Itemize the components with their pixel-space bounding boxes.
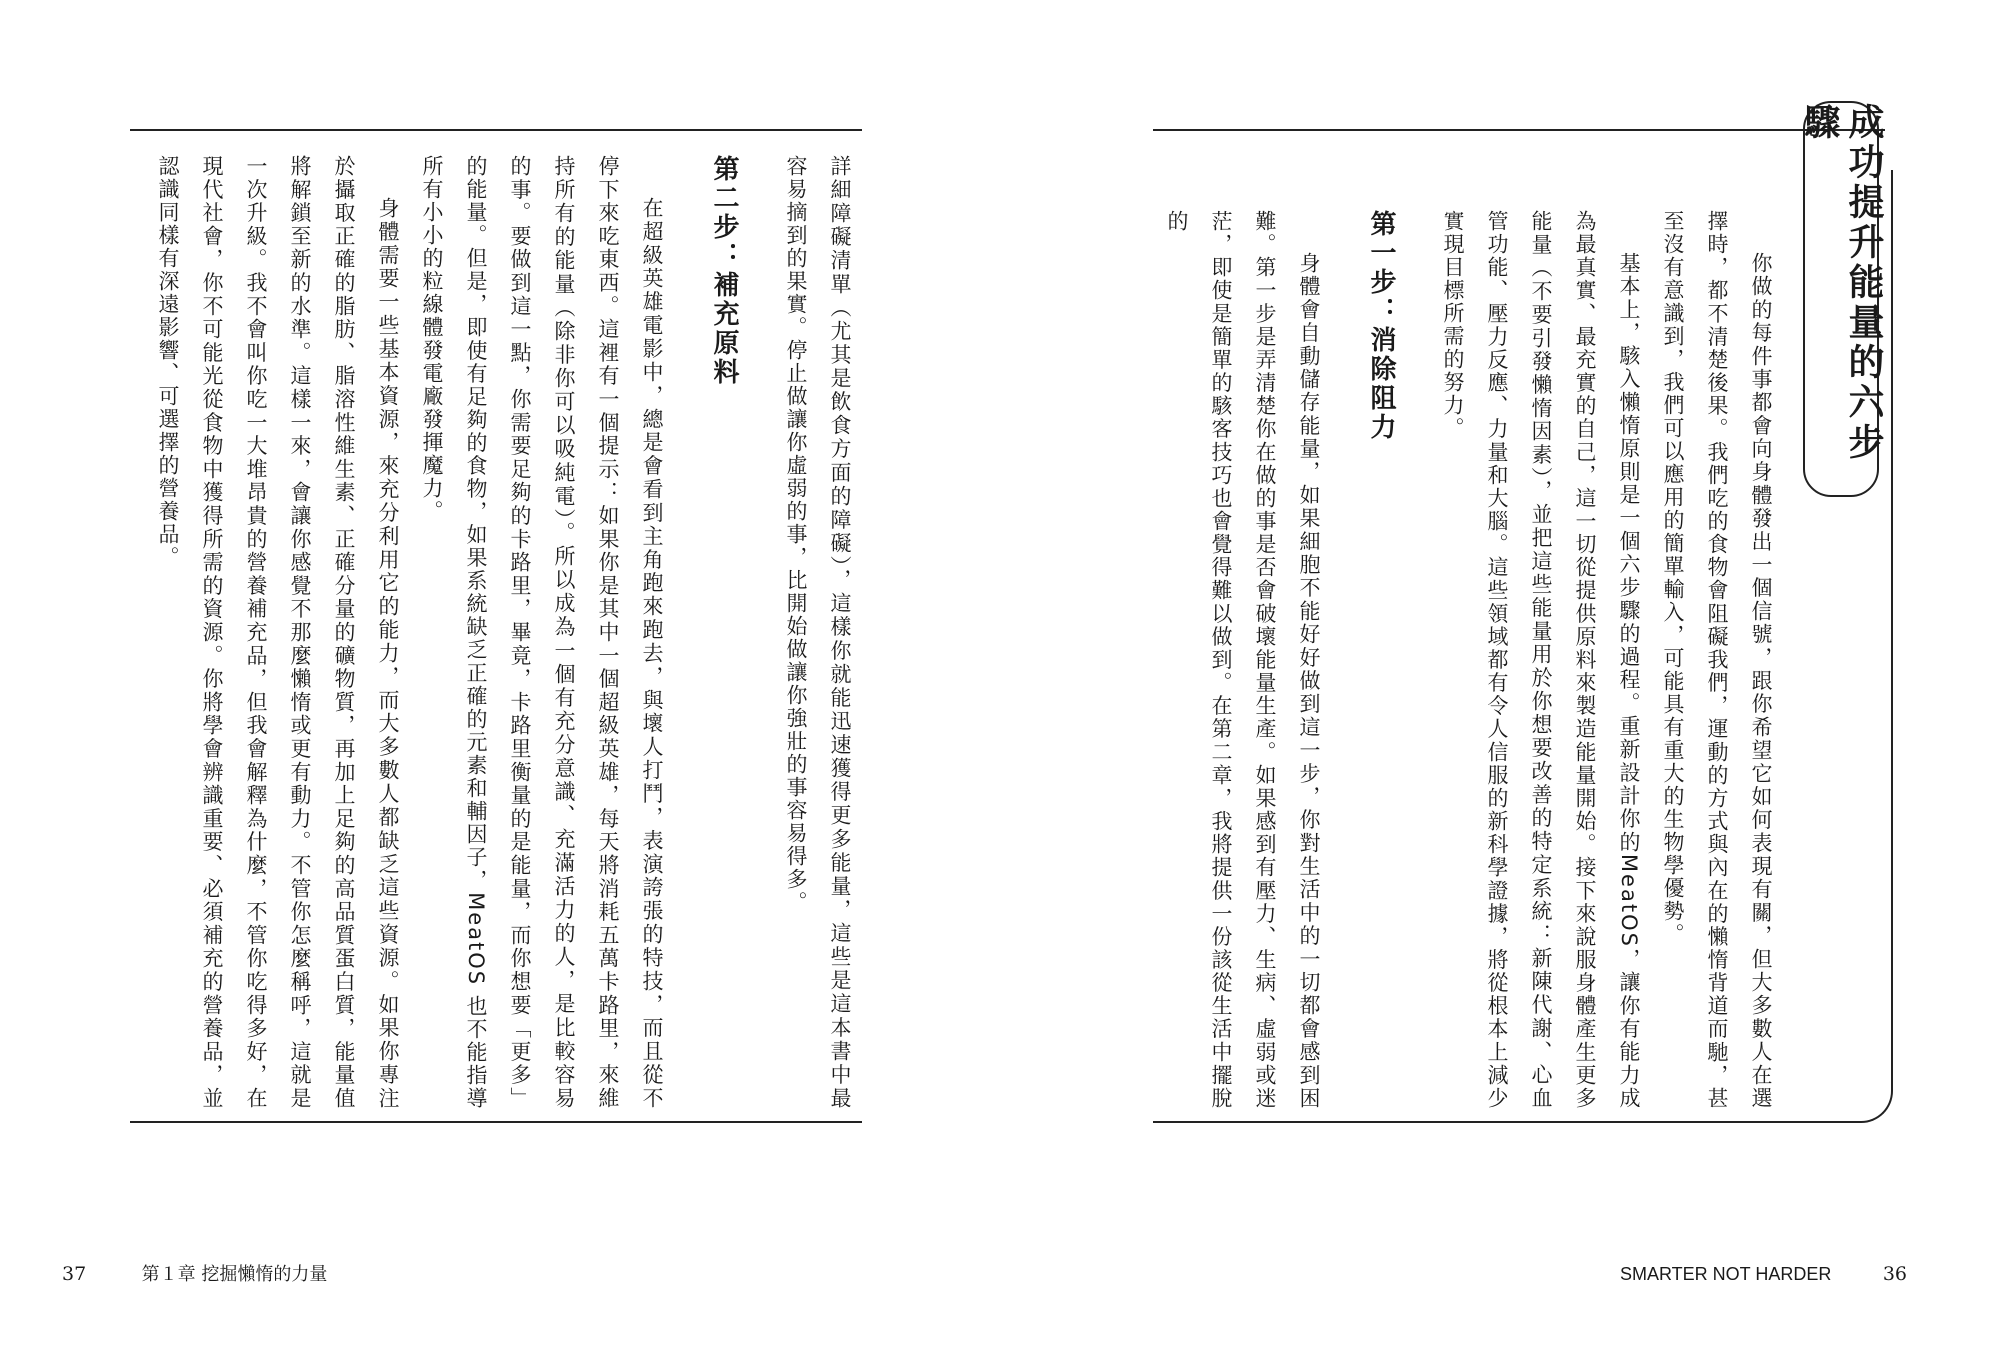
paragraph: 在超級英雄電影中，總是會看到主角跑來跑去，與壞人打鬥，表演誇張的特技，而且從不停下來吃東西。這裡有一個提示：如果你是其中一個超級英雄，每天將消耗五萬卡路里，來維持所有的能量（除非你可以吸純電）。所以成為一個有充分意識、充滿活力的人，是比較容易的事。要做到這一點，你需要足夠的卡路里，畢竟，卡路里衡量的是能量，而你想要「更多」的能量。但是，即使有足夠的食物，如果系統缺乏正確的元素和輔因子，MeatOS 也不能指導所有小小的粒線體發電廠發揮魔力。: [420, 155, 664, 1110]
chapter-title: 第１章 挖掘懶惰的力量: [141, 1264, 328, 1285]
section-title-box: [1799, 101, 1884, 497]
left-body-text: [140, 155, 862, 1110]
top-rule: [130, 129, 862, 131]
top-rule: [1153, 129, 1885, 131]
page-number: 36: [1882, 1263, 1907, 1285]
right-footer: [1620, 1262, 1907, 1287]
step-two-heading: 第二步：補充原料: [709, 155, 739, 387]
bottom-rule: [130, 1121, 862, 1123]
right-page: [1003, 0, 2007, 1358]
running-title: SMARTER NOT HARDER: [1619, 1264, 1832, 1284]
paragraph-continued: 詳細障礙清單（尤其是飲食方面的障礙），這樣你就能迅速獲得更多能量，這些是這本書中最容易摘到的果實。停止做讓你虛弱的事，比開始做讓你強壯的事容易得多。: [784, 155, 852, 1110]
paragraph: 基本上，駭入懶惰原則是一個六步驟的過程。重新設計你的MeatOS，讓你有能力成為最真實、最充實的自己，這一切從提供原料來製造能量開始。接下來說服身體產生更多能量（不要引發懶惰因素），並把這些能量用於你想要改善的特定系統：新陳代謝、心血管功能、壓力反應、力量和大腦。這些領域都有令人信服的新科學證據，將從根本上減少實現目標所需的努力。: [1441, 210, 1641, 1110]
paragraph: 身體會自動儲存能量，如果細胞不能好好做到這一步，你對生活中的一切都會感到困難。第一步是弄清楚你在做的事是否會破壞能量生產。如果感到有壓力、生病、虛弱或迷茫，即使是簡單的駭客技巧也會覺得難以做到。在第二章，我將提供一份該從生活中擺脫的: [1165, 210, 1321, 1110]
step-one-heading: 第一步：消除阻力: [1366, 210, 1396, 442]
page-number: 37: [62, 1263, 87, 1285]
section-title: 成功提升能量的六步驟: [1799, 103, 1884, 463]
paragraph: 你做的每件事都會向身體發出一個信號，跟你希望它如何表現有關，但大多數人在選擇時，都不清楚後果。我們吃的食物會阻礙我們，運動的方式與內在的懶惰背道而馳，甚至沒有意識到，我們可以應用的簡單輸入，可能具有重大的生物學優勢。: [1661, 210, 1773, 1110]
bottom-rule: [1153, 1121, 1843, 1123]
paragraph: 身體需要一些基本資源，來充分利用它的能力，而大多數人都缺乏這些資源。如果你專注於攝取正確的脂肪、脂溶性維生素、正確分量的礦物質，再加上足夠的高品質蛋白質，能量值將解鎖至新的水準。這樣一來，會讓你感覺不那麼懶惰或更有動力。不管你怎麼稱呼，這就是一次升級。我不會叫你吃一大堆昂貴的營養補充品，但我會解釋為什麼，不管你吃得多好，在現代社會，你不可能光從食物中獲得所需的資源。你將學會辨識重要、必須補充的營養品，並認識同樣有深遠影響、可選擇的營養品。: [156, 155, 400, 1110]
right-body-text: [1165, 210, 1783, 1110]
left-page: [0, 0, 1003, 1358]
left-footer: [62, 1262, 327, 1287]
